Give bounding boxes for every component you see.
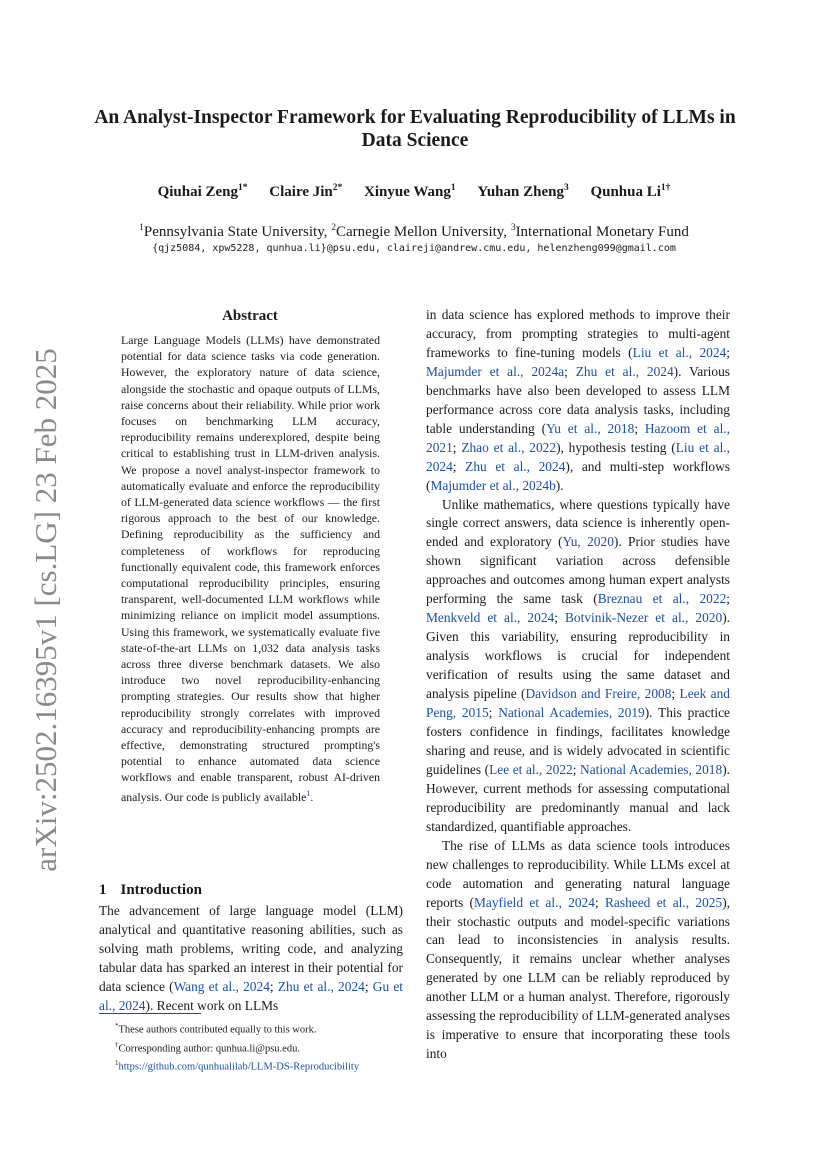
- footnote-divider: [99, 1013, 201, 1014]
- section-heading: [99, 880, 399, 900]
- citation-link[interactable]: Majumder et al., 2024b: [430, 477, 556, 493]
- body-text: ). Various benchmarks have also been developed to assess LLM performance across core data analysis tasks, including table understanding (: [426, 363, 730, 436]
- citation-separator: ;: [364, 978, 373, 994]
- body-text: ).: [555, 477, 564, 493]
- citation-link[interactable]: Leek and Peng, 2015: [426, 686, 730, 721]
- body-text: in data science has explored methods to improve their accuracy, from prompting strategies to multi-agent frameworks to fine-tuning models (: [426, 307, 730, 360]
- body-text: ). Given this variability, ensuring reproducibility in analysis workflows is crucial for independent verification of results using the same dataset and analysis pipeline (: [426, 610, 730, 702]
- citation-link[interactable]: Menkveld et al., 2024: [426, 610, 555, 626]
- right-column: [426, 306, 730, 1064]
- footnote-mark: 1: [115, 1059, 119, 1067]
- citation-separator: ;: [671, 686, 680, 702]
- footnotes: [99, 1019, 409, 1075]
- citation-separator: ;: [726, 344, 730, 360]
- abstract-heading: Abstract: [222, 308, 278, 324]
- author-affiliation-mark: 3: [563, 183, 569, 193]
- citation-separator: ;: [634, 420, 645, 436]
- abstract-body: [121, 332, 380, 805]
- citation-separator: ;: [452, 458, 466, 474]
- affiliation-name: Pennsylvania State University,: [143, 224, 328, 240]
- affiliation-name: Carnegie Mellon University,: [335, 224, 508, 240]
- code-repository-link[interactable]: https://github.com/qunhualilab/LLM-DS-Reproducibility: [118, 1061, 360, 1073]
- paragraph: [426, 837, 730, 1064]
- citation-link[interactable]: Yu et al., 2018: [546, 420, 635, 436]
- affiliation-list: [0, 219, 828, 242]
- body-text: ). Recent work on LLMs: [145, 997, 279, 1013]
- affiliation-name: International Monetary Fund: [515, 224, 689, 240]
- author: [158, 184, 248, 200]
- citation-link[interactable]: Zhu et al., 2024: [575, 363, 674, 379]
- body-text: ). However, current methods for assessing computational reproducibility are predominantly manual and lack standardized, quantifiable approaches.: [426, 761, 730, 834]
- citation-separator: ;: [554, 610, 565, 626]
- citation-separator: ;: [564, 363, 576, 379]
- footnote-text: Corresponding author: qunhua.li@psu.edu.: [118, 1043, 300, 1054]
- author-affiliation-mark: 1*: [238, 183, 248, 193]
- footnote-equal-contribution: [99, 1019, 409, 1038]
- citation-link[interactable]: Mayfield et al., 2024: [474, 894, 595, 910]
- author-name: Qunhua Li: [590, 184, 661, 200]
- citation-separator: ;: [452, 439, 462, 455]
- author-affiliation-mark: 2*: [332, 183, 343, 193]
- body-text: The advancement of large language model (LLM) analytical and quantitative reasoning abilities, such as solving math problems, writing code, and analyzing tabular data has sparked an interest in their potential for data science (: [99, 903, 403, 994]
- arxiv-identifier-stamp: arXiv:2502.16395v1 [cs.LG] 23 Feb 2025: [28, 348, 63, 872]
- author-affiliation-mark: 1: [450, 183, 456, 193]
- citation-link[interactable]: Botvinik-Nezer et al., 2020: [564, 610, 723, 626]
- author-name: Claire Jin: [269, 184, 333, 200]
- citation-link[interactable]: Wang et al., 2024: [173, 978, 270, 994]
- abstract-text: Large Language Models (LLMs) have demonstrated potential for data science tasks via code generation. However, the exploratory nature of data science, alongside the stochastic and opaque outputs of LLMs, raise concerns about their reliability. While prior work focuses on benchmarking LLM accuracy, reproducibility remains underexplored, despite being critical to establishing trust in LLM-driven analysis. We propose a novel analyst-inspector framework to automatically evaluate and enforce the reproducibility of LLM-generated data science workflows — the first rigorous approach to the best of our knowledge. Defining reproducibility as the sufficiency and completeness of workflows for reproducing functionally equivalent code, this framework enforces computational reproducibility principles, ensuring transparent, well-documented LLM workflows while minimizing reliance on implicit model assumptions. Using this framework, we systematically evaluate five state-of-the-art LLMs on 1,032 data analysis tasks across three diverse benchmark datasets. We also introduce two novel reproducibility-enhancing prompting strategies. Our results show that higher reproducibility strongly correlates with improved accuracy and reproducibility-enhancing prompts are effective, demonstrating structured prompting's potential to enhance automated data science workflows and enable transparent, robust AI-driven analysis. Our code is publicly available: [121, 333, 380, 804]
- citation-link[interactable]: Rasheed et al., 2025: [604, 894, 723, 910]
- citation-link[interactable]: National Academies, 2018: [580, 761, 723, 777]
- author-name: Xinyue Wang: [364, 184, 451, 200]
- citation-separator: ;: [269, 978, 278, 994]
- author-list: [0, 178, 828, 202]
- citation-link[interactable]: Breznau et al., 2022: [597, 591, 727, 607]
- author: [590, 184, 670, 200]
- citation-separator: ;: [488, 705, 499, 721]
- citation-separator: ;: [572, 761, 581, 777]
- section-number: 1: [99, 882, 107, 898]
- affiliation-mark: 2: [331, 223, 336, 233]
- intro-paragraph: [99, 902, 403, 1015]
- citation-link[interactable]: Hazoom et al., 2021: [426, 420, 730, 455]
- citation-link[interactable]: Majumder et al., 2024a: [426, 363, 565, 379]
- footnote-mark: †: [115, 1040, 119, 1049]
- citation-link[interactable]: Zhao et al., 2022: [461, 439, 557, 455]
- author-emails: {qjz5084, xpw5228, qunhua.li}@psu.edu, claireji@andrew.cmu.edu, helenzheng099@gmail.com: [152, 243, 676, 254]
- body-text: ). This practice fosters confidence in findings, facilitates knowledge sharing and reuse, and is widely advocated in scientific guidelines (: [426, 705, 730, 777]
- paragraph: [426, 306, 730, 496]
- abstract-end: .: [310, 789, 314, 804]
- author-affiliation-mark: 1†: [660, 183, 671, 193]
- body-text: ), their stochastic outputs and model-specific variations can lead to inconsistencies in analysis results. Consequently, it remains unclear whether analyses generated by one LLM can be reliably reproduced by another LLM or a human analyst. Therefore, rigorously assessing the reproducibility of LLM-generated analyses is imperative to ensure that incorporating these tools into: [426, 894, 730, 1062]
- body-text: The rise of LLMs as data science tools introduces new challenges to reproducibility. While LLMs excel at code automation and generating natural language reports (: [426, 837, 730, 910]
- paragraph: [426, 496, 730, 837]
- citation-separator: ;: [726, 591, 730, 607]
- citation-link[interactable]: Liu et al., 2024: [632, 344, 727, 360]
- citation-link[interactable]: National Academies, 2019: [498, 705, 645, 721]
- citation-link[interactable]: Liu et al., 2024: [426, 439, 730, 474]
- body-text: ). Prior studies have shown significant variation across defensible approaches and outcomes among human expert analysts performing the same task (: [426, 534, 730, 607]
- footnote-text: These authors contributed equally to this work.: [118, 1024, 317, 1036]
- paper-title: An Analyst-Inspector Framework for Evaluating Reproducibility of LLMs in Data Science: [94, 107, 736, 151]
- citation-link[interactable]: Zhu et al., 2024: [465, 458, 566, 474]
- footnote-ref-link[interactable]: 1: [306, 788, 311, 798]
- body-text: ), and multi-step workflows (: [426, 458, 731, 493]
- affiliation-mark: 1: [139, 223, 144, 233]
- footnote-mark: *: [115, 1022, 119, 1030]
- citation-link[interactable]: Yu, 2020: [562, 534, 614, 550]
- affiliation-mark: 3: [510, 223, 516, 233]
- body-text: ), hypothesis testing (: [556, 439, 676, 455]
- author: [477, 184, 568, 200]
- author-name: Qiuhai Zeng: [157, 184, 239, 200]
- citation-link[interactable]: Gu et al., 2024: [99, 978, 404, 1013]
- body-text: Unlike mathematics, where questions typically have single correct answers, data science is inherently open-ended and exploratory (: [426, 496, 730, 550]
- footnote-code: [99, 1056, 409, 1075]
- citation-link[interactable]: Zhu et al., 2024: [277, 978, 365, 994]
- author-name: Yuhan Zheng: [477, 184, 564, 200]
- author: [364, 184, 456, 200]
- citation-link[interactable]: Lee et al., 2022: [489, 761, 573, 777]
- section-title: Introduction: [120, 882, 202, 898]
- citation-separator: ;: [594, 894, 605, 910]
- citation-link[interactable]: Davidson and Freire, 2008: [525, 686, 672, 702]
- footnote-corresponding-author: [99, 1038, 409, 1057]
- author: [269, 184, 342, 200]
